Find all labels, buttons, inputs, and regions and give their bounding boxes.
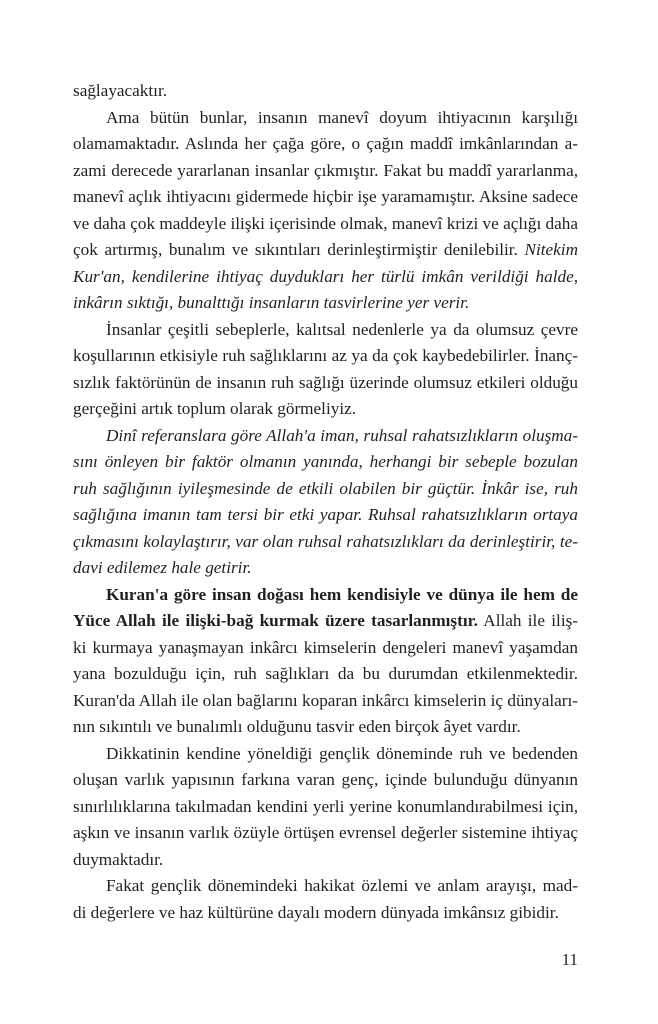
text-line: İnsanlar çeşitli sebeplerle, kalıtsal nedenlerle ya da olumsuz çevre [106, 319, 578, 339]
text-line [73, 608, 578, 635]
body-text [73, 78, 578, 926]
text-line: zami derecede yararlanan insanlar çıkmıştır. Fakat bu maddî yararlanma, [73, 160, 578, 180]
text-line: gerçeğini artık toplum olarak görmeliyiz. [73, 399, 357, 418]
text-line: koşullarının etkisiyle ruh sağlıklarını az ya da çok kaybedebilirler. İnanç- [73, 346, 578, 365]
text-run: Allah ile iliş- [477, 611, 579, 630]
text-line: Ama bütün bunlar, insanın manevî doyum ihtiyacının karşılığı [106, 107, 578, 127]
text-line-italic: inkârın sıktığı, bunalttığı insanların tasvirlerine yer verir. [73, 293, 470, 312]
text-line: oluşan varlık yapısının farkına varan genç, içinde bulunduğu dünyanın [73, 770, 578, 789]
paragraph-2 [73, 317, 578, 423]
paragraph-4 [73, 582, 578, 741]
paragraph-5 [73, 741, 578, 874]
text-line: manevî açlık ihtiyacını gidermede hiçbir işe yaramamıştır. Aksine sadece [73, 187, 578, 206]
text-line: Dinî referanslara göre Allah'a iman, ruhsal rahatsızlıkların oluşma- [106, 425, 578, 445]
paragraph-6 [73, 873, 578, 926]
text-line: sınırlılıklarına takılmadan kendini yerli yerine konumlandırabilmesi için, [73, 796, 578, 816]
text-line: sızlık faktörünün de insanın ruh sağlığı üzerinde olumsuz etkileri olduğu [73, 372, 578, 392]
text-line: yana bozulduğu için, ruh sağlıkları da bu durumdan etkilenmektedir. [73, 664, 578, 683]
bold-run: Yüce Allah ile ilişki-bağ kurmak üzere tasarlanmıştır. [73, 611, 478, 630]
paragraph-3-italic [73, 423, 578, 582]
text-line: Kuran'da Allah ile olan bağlarını koparan inkârcı kimselerin iç dünyaları- [73, 690, 578, 710]
paragraph-1 [73, 105, 578, 317]
text-line: davi edilemez hale getirir. [73, 558, 252, 577]
text-line [73, 237, 578, 264]
text-line: aşkın ve insanın varlık özüyle örtüşen evrensel değerler sistemine ihtiyaç [73, 823, 578, 842]
text-line: di değerlere ve haz kültürüne dayalı modern dünyada imkânsız gibidir. [73, 902, 559, 922]
text-line: olamamaktadır. Aslında her çağa göre, o çağın maddî imkânlarından a- [73, 134, 578, 153]
text-line: sağlığına imanın tam tersi bir etki yapar. Ruhsal rahatsızlıkların ortaya [73, 505, 578, 524]
paragraph-continuation [73, 78, 578, 105]
text-line: nın sıkıntılı ve bunalımlı olduğunu tasvir eden birçok âyet vardır. [73, 717, 521, 736]
text-line: ki kurmaya yanaşmayan inkârcı kimselerin dengeleri manevî yaşamdan [73, 637, 578, 657]
text-line: sağlayacaktır. [73, 81, 168, 100]
text-line: duymaktadır. [73, 849, 164, 869]
text-line: Fakat gençlik dönemindeki hakikat özlemi ve anlam arayışı, mad- [106, 876, 578, 895]
page-number: 11 [561, 950, 578, 969]
text-line: çıkmasını kolaylaştırır, var olan ruhsal rahatsızlıkları da derinleştirir, te- [73, 531, 578, 551]
text-line: ruh sağlığının iyileşmesinde de etkili olabilen bir güçtür. İnkâr ise, ruh [73, 478, 578, 498]
text-line: Dikkatinin kendine yöneldiği gençlik döneminde ruh ve bedenden [106, 743, 578, 763]
text-line: sını önleyen bir faktör olmanın yanında, herhangi bir sebeple bozulan [73, 452, 578, 471]
text-line-italic: Kur'an, kendilerine ihtiyaç duydukları her türlü imkân verildiği halde, [73, 266, 578, 286]
text-run: çok artırmış, bunalım ve sıkıntıları derinleştirmiştir denilebilir. [73, 240, 525, 259]
text-line: ve daha çok maddeyle ilişki içerisinde olmak, manevî krizi ve açlığı daha [73, 213, 578, 233]
text-line-bold: Kuran'a göre insan doğası hem kendisiyle ve dünya ile hem de [106, 584, 578, 604]
italic-run: Nitekim [524, 240, 578, 259]
